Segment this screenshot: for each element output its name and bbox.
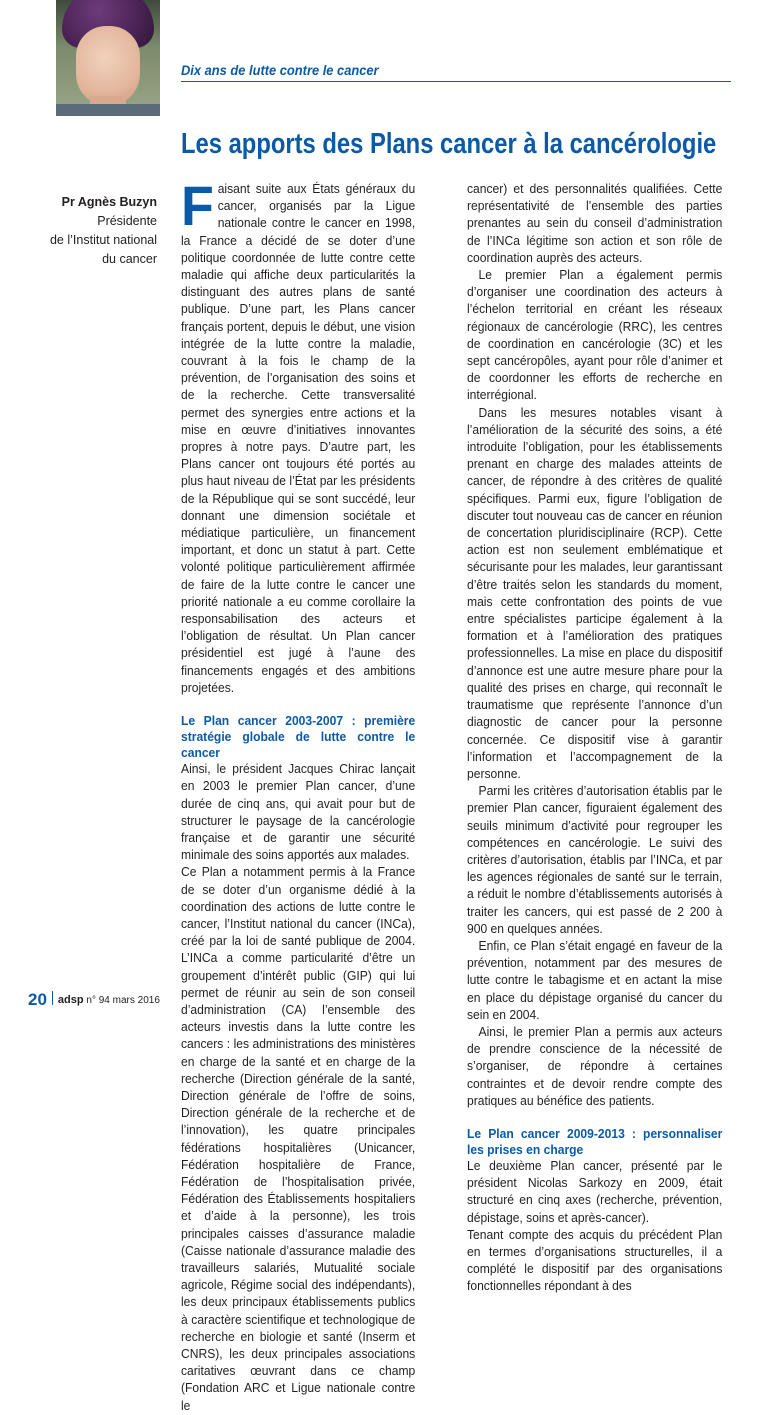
paragraph: Enfin, ce Plan s’était engagé en faveur de la prévention, notamment par des mesures de lutte contre le tabagisme et en actant la mise en place du dépistage organisé du cancer du sein en 2004. bbox=[467, 938, 723, 1022]
paragraph: Tenant compte des acquis du précédent Plan en termes d’organisations structurelles, il a complété le dispositif par des organisations fonctionnelles répondant à des bbox=[467, 1227, 723, 1294]
text-column-1 bbox=[181, 174, 416, 1415]
author-role-3: du cancer bbox=[102, 252, 157, 266]
paragraph: Le deuxième Plan cancer, présenté par le président Nicolas Sarkozy en 2009, était structuré en cinq axes (recherche, prévention, dépistage, soins et après-cancer). bbox=[467, 1158, 723, 1225]
paragraph bbox=[181, 174, 416, 697]
paragraph: Ainsi, le président Jacques Chirac lançait en 2003 le premier Plan cancer, d’une durée de cinq ans, qui avait pour but de structurer le paysage de la cancérologie française et de garantir une sécurité minimale des soins apportés aux malades. bbox=[181, 762, 416, 863]
paragraph: Ce Plan a notamment permis à la France de se doter d’un organisme dédié à la coordination des actions de lutte contre le cancer, l’Institut national du cancer (INCa), créé par la loi de santé publique de 2004. L’INCa a comme particularité d’être un groupement d’intérêt public (GIP) qui lui permet de réunir au sein de son conseil d’administration (CA) l’ensemble des acteurs investis dans la lutte contre les cancers : les administrations des ministères en charge de la santé et en charge de la recherche (Direction générale de la santé, Direction générale de l’offre de soins, Direction générale de la recherche et de l’innovation), les quatre principales fédérations hospitalières (Unicancer, Fédération hospitalière de France, Fédération de l’hospitalisation privée, Fédération des Établissements hospitaliers et d’aide à la personne), les trois principales caisses d’assurance maladie (Caisse nationale d’assurance maladie des travailleurs salariés, Mutualité sociale agricole, Régime social des indépendants), les deux principaux établissements publics à caractère scientifique et technologique de recherche en biologie et santé (Inserm et CNRS), les deux principales associations caritatives œuvrant dans ce champ (Fondation ARC et Ligue nationale contre le bbox=[181, 865, 416, 1413]
paragraph: cancer) et des personnalités qualifiées. Cette représentativité de l’ensemble des parties prenantes au sein du conseil d’administration de l’INCa légitime son action et son rôle de coordination auprès des acteurs. bbox=[467, 182, 723, 265]
page-number: 20 bbox=[28, 990, 47, 1009]
page-footer bbox=[28, 990, 160, 1010]
text-column-2 bbox=[467, 181, 722, 1296]
shirt bbox=[56, 104, 160, 116]
paragraph: Dans les mesures notables visant à l’amélioration de la sécurité des soins, a été introduite l’obligation, pour les établissements prenant en charge des malades atteints de cancer, de répondre à des critères de qualité spécifiques. Parmi eux, figure l’obligation de discuter tout nouveau cas de cancer en réunion de concertation pluridisciplinaire (RCP). Cette action est non seulement emblématique et sécurisante pour les malades, leur garantissant d’être traités selon les standards du moment, mais cette confrontation des points de vue entre spécialistes participe également à la formation et à l’amélioration des pratiques professionnelles. La mise en place du dispositif d’annonce est une autre mesure phare pour la qualité des prises en charge, qui reconnaît le traumatisme que représente l’annonce d’un diagnostic de cancer pour la personne concernée. Ce dispositif vise à garantir l’information et l’accompagnement de la personne. bbox=[467, 405, 723, 781]
section-heading: Le Plan cancer 2009-2013 : personnaliser les prises en charge bbox=[467, 1126, 723, 1157]
author-role-1: Présidente bbox=[97, 214, 157, 228]
drop-cap: F bbox=[181, 174, 214, 237]
page-title: Les apports des Plans cancer à la cancérologie bbox=[181, 128, 717, 160]
paragraph-text: aisant suite aux États généraux du cancer, organisés par la Ligue nationale contre le cancer en 1998, la France a décidé de se doter d’une politique coordonnée de lutte contre cette maladie qui affiche deux particularités la distinguant des autres plans de santé publique. D’une part, les Plans cancer français portent, depuis le début, une vision intégrée de la lutte contre la maladie, couvrant à la fois le champ de la prévention, de l’organisation des soins et de la recherche. Cette transversalité permet des synergies entre actions et la mise en œuvre d’initiatives innovantes propres à notre pays. D’autre part, les Plans cancer ont toujours été portés au plus haut niveau de l’État par les présidents de la République qui se sont succédé, leur donnant une dimension sociétale et médiatique particulière, un financement important, et donc un statut à part. Cette volonté politique particulièrement affirmée de faire de la lutte contre le cancer une priorité nationale a eu comme corollaire la responsabilisation des acteurs et l’obligation de résultat. Un Plan cancer présidentiel est jugé à l’aune des financements engagés et des ambitions projetées. bbox=[181, 182, 416, 695]
author-role-2: de l’Institut national bbox=[49, 233, 157, 247]
paragraph: Le premier Plan a également permis d’organiser une coordination des acteurs à l’échelon territorial en créant les réseaux régionaux de cancérologie (RRC), les centres de coordination en cancérologie (3C) et les sept cancéropôles, ayant pour rôle d’animer et de coordonner les efforts de recherche en interrégional. bbox=[467, 268, 723, 403]
issue-info: n° 94 mars 2016 bbox=[86, 995, 160, 1006]
section-heading: Le Plan cancer 2003-2007 : première stratégie globale de lutte contre le cancer bbox=[181, 714, 416, 761]
author-block bbox=[50, 193, 157, 269]
face bbox=[76, 26, 140, 106]
journal-name: adsp bbox=[57, 994, 84, 1006]
kicker-rule bbox=[181, 81, 731, 82]
paragraph: Ainsi, le premier Plan a permis aux acteurs de prendre conscience de la nécessité de s’organiser, de répondre à certaines contraintes et de devoir rendre compte des pratiques au bénéfice des patients. bbox=[467, 1024, 723, 1108]
author-name: Pr Agnès Buzyn bbox=[61, 195, 157, 209]
section-kicker: Dix ans de lutte contre le cancer bbox=[181, 62, 379, 78]
paragraph: Parmi les critères d’autorisation établis par le premier Plan cancer, figuraient également des seuils minimum d’activité pour regrouper les compétences en cancérologie. Le suivi des critères d’autorisation, établis par l’INCa, et par les agences régionales de santé sur le terrain, a réduit le nombre d’établissements autorisés à traiter les cancers, qui est passé de 2 200 à 900 en quelques années. bbox=[467, 784, 723, 936]
footer-divider bbox=[52, 991, 53, 1005]
author-photo bbox=[56, 0, 160, 116]
